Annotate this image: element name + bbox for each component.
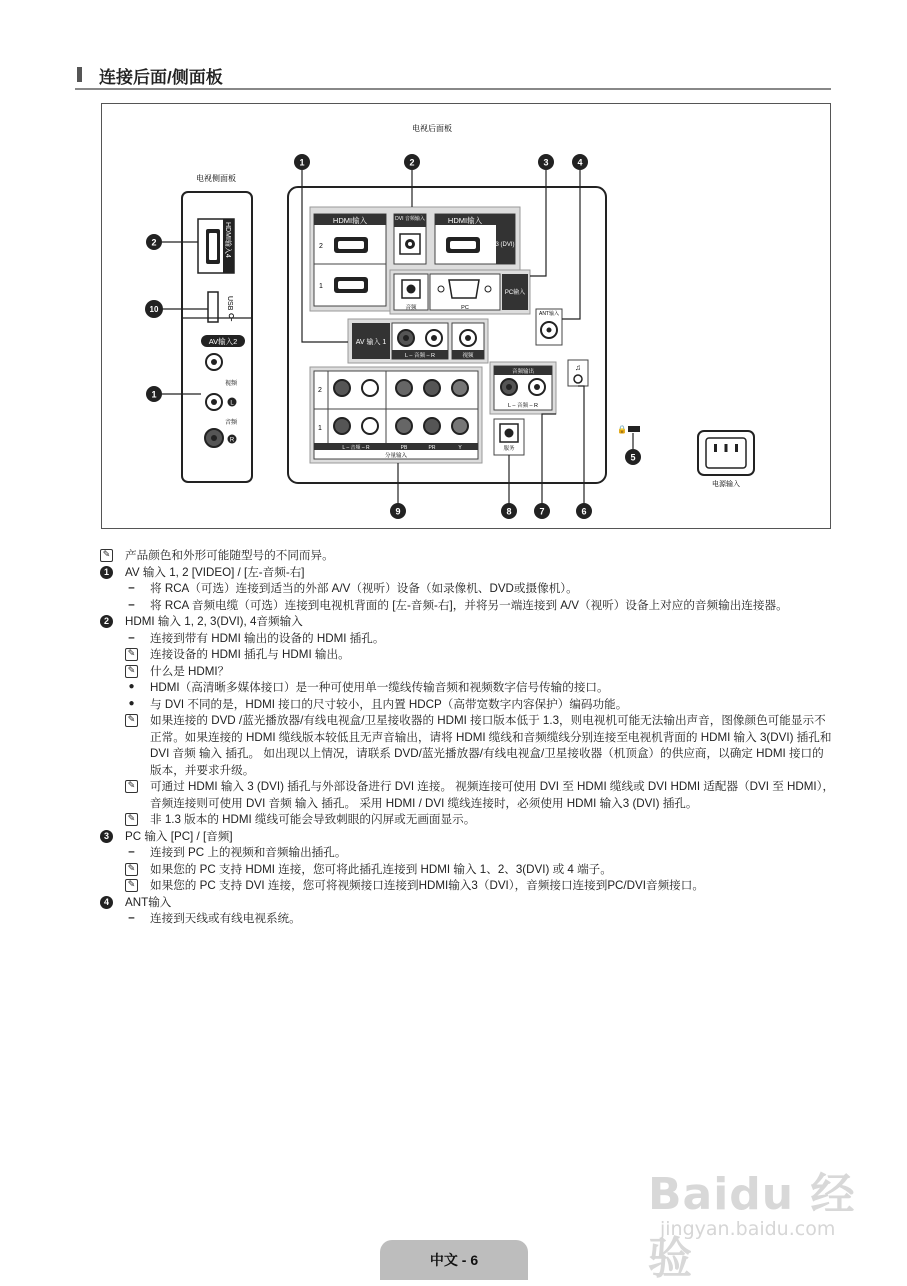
note-text: 如果您的 PC 支持 HDMI 连接，您可将此插孔连接到 HDMI 输入 1、2、3(DVI) 或 4 端子。 (150, 862, 612, 876)
number-icon: 3 (100, 830, 113, 843)
hdmi-in-left-label: HDMI输入 (332, 216, 368, 225)
note-item (100, 581, 835, 598)
note-text: 将 RCA（可选）连接到适当的外部 A/V（视听）设备（如录像机、DVD或摄像机）。 (150, 582, 578, 595)
note-text: PC 输入 [PC] / [音频] (125, 829, 233, 843)
svg-text:2: 2 (151, 237, 157, 248)
svg-text:8: 8 (506, 506, 512, 517)
note-item (100, 647, 835, 664)
note-text: HDMI 输入 1, 2, 3(DVI), 4音频输入 (125, 615, 303, 628)
comp2-pr-jack (424, 380, 440, 396)
callout-6 (576, 503, 592, 519)
callout-4-top (572, 154, 588, 170)
callout-5 (625, 449, 641, 465)
section-header (75, 62, 831, 90)
number-icon: 2 (100, 615, 113, 628)
note-item (100, 812, 835, 829)
note-text: 什么是 HDMI？ (150, 664, 230, 678)
comp2-audio-r-jack (362, 380, 378, 396)
svg-text:2: 2 (319, 243, 323, 250)
kensington-slot (628, 426, 640, 432)
comp2-y-jack (452, 380, 468, 396)
svg-text:2: 2 (409, 157, 415, 168)
callout-2-side (146, 234, 162, 250)
side-video-label: 视频 (225, 381, 238, 387)
note-icon: ✎ (125, 863, 138, 876)
comp1-pr-jack (424, 418, 440, 434)
comp2-audio-l-jack (334, 380, 350, 396)
note-text: 如果您的 PC 支持 DVI 连接，您可将视频接口连接到HDMI输入3（DVI），音频接口连接到PC/DVI音频接口。 (150, 879, 704, 892)
note-text: 产品颜色和外形可能随型号的不同而异。 (125, 549, 334, 562)
note-item (100, 664, 835, 681)
bullet-icon: ● (128, 681, 135, 693)
note-text: ANT输入 (125, 895, 172, 909)
side-usb-label: USB (226, 296, 233, 311)
bullet-icon: ● (128, 697, 135, 709)
comp1-y-jack (452, 418, 468, 434)
callout-9 (390, 503, 406, 519)
note-icon: ✎ (100, 549, 113, 562)
connection-diagram (101, 103, 831, 529)
svg-text:2: 2 (318, 387, 322, 394)
callout-8 (501, 503, 517, 519)
audio-out-lr-label: L – 音频 – R (507, 403, 539, 409)
svg-text:1: 1 (151, 389, 157, 400)
watermark-url: jingyan.baidu.com (660, 1218, 836, 1240)
dash-icon: – (128, 630, 135, 644)
svg-text:9: 9 (395, 506, 401, 517)
svg-text:1: 1 (318, 425, 322, 432)
note-item (100, 598, 835, 615)
number-icon: 4 (100, 896, 113, 909)
page-number-tab (380, 1240, 528, 1280)
svg-text:10: 10 (149, 305, 159, 314)
svg-text:3: 3 (543, 157, 549, 168)
side-av-label: AV输入2 (208, 337, 238, 346)
baidu-watermark (640, 1150, 870, 1284)
lock-icon: 🔒 (617, 425, 627, 434)
note-item (100, 680, 835, 697)
side-hdmi-label: HDMI输入4 (224, 222, 231, 258)
headphone-jack (574, 375, 582, 383)
dash-icon: – (128, 581, 135, 595)
note-item (100, 845, 835, 862)
note-item (100, 548, 835, 565)
note-item (100, 862, 835, 879)
note-item (100, 713, 835, 779)
component-in-label: 分量输入 (384, 453, 408, 459)
note-text: HDMI（高清晰多媒体接口）是一种可使用单一缆线传输音频和视频数字信号传输的接口。 (150, 681, 609, 694)
note-icon: ✎ (125, 879, 138, 892)
note-icon: ✎ (125, 813, 138, 826)
side-panel-title: 电视侧面板 (196, 174, 236, 183)
av-in-1-label: AV 输入 1 (355, 339, 387, 346)
component-audio-label: L – 音频 – R (342, 445, 370, 451)
callout-3-top (538, 154, 554, 170)
note-item (100, 614, 835, 631)
dvi-audio-in-label: DVI 音频输入 (395, 216, 425, 222)
callout-1-side (146, 386, 162, 402)
page-title: 连接后面/侧面板 (99, 68, 223, 87)
page-number: 中文 - 6 (429, 1252, 479, 1268)
usb-trident-icon: ⚲ (228, 312, 235, 322)
header-bar (77, 67, 82, 82)
note-text: AV 输入 1, 2 [VIDEO] / [左-音频-右] (125, 565, 305, 579)
ant-in-label: ANT输入 (538, 311, 560, 317)
av1-audio-label: L – 音频 – R (404, 353, 436, 359)
side-audio-label: 音频 (225, 420, 238, 426)
pr-label: PR (428, 445, 436, 451)
note-item (100, 829, 835, 846)
svg-text:7: 7 (539, 506, 545, 517)
pc-label: PC (461, 305, 469, 311)
service-label: 服务 (503, 446, 515, 452)
note-text: 连接到 PC 上的视频和音频输出插孔。 (150, 846, 347, 859)
note-text: 非 1.3 版本的 HDMI 缆线可能会导致刺眼的闪屏或无画面显示。 (150, 813, 476, 826)
watermark-logo: Baidu 经验 (648, 1169, 856, 1284)
note-icon: ✎ (125, 648, 138, 661)
note-text: 如果连接的 DVD /蓝光播放器/有线电视盒/卫星接收器的 HDMI 接口版本低于 1.3，则电视机可能无法输出声音，图像颜色可能显示不正常。如果连接的 HDMI 缆线版本较低且无声音输出，请将 HDMI 缆线和音频缆线分别连接至电视机背面的 HDMI 输入 3(DVI) 插孔和 DVI 音频 输入 插孔。 如出现以上情况，请联系 DVD/蓝光播放器/有线电视盒/卫星接收器（机顶盒）的供应商，以确定 HDMI 接口的版本，并要求升级。 (150, 714, 832, 777)
callout-2-top (404, 154, 420, 170)
note-icon: ✎ (125, 665, 138, 678)
comp1-audio-r-jack (362, 418, 378, 434)
svg-text:5: 5 (630, 452, 636, 463)
callout-7 (534, 503, 550, 519)
svg-text:R: R (229, 437, 235, 444)
svg-text:1: 1 (299, 157, 305, 168)
pc-audio-label: 音频 (405, 305, 417, 311)
note-item (100, 895, 835, 912)
note-item (100, 911, 835, 928)
dash-icon: – (128, 911, 135, 925)
audio-out-label: 音频输出 (511, 369, 535, 375)
comp1-audio-l-jack (334, 418, 350, 434)
note-item (100, 631, 835, 648)
notes-list (100, 548, 835, 928)
note-item (100, 565, 835, 582)
note-text: 连接到天线或有线电视系统。 (150, 912, 301, 925)
note-item (100, 878, 835, 895)
svg-text:L: L (230, 400, 234, 407)
note-icon: ✎ (125, 714, 138, 727)
panel-diagram-svg (102, 104, 830, 528)
y-label: Y (458, 445, 462, 451)
av1-video-label: 视频 (462, 353, 474, 359)
number-icon: 1 (100, 566, 113, 579)
note-text: 连接设备的 HDMI 插孔与 HDMI 输出。 (150, 648, 350, 661)
note-item (100, 697, 835, 714)
note-icon: ✎ (125, 780, 138, 793)
port-3-dvi-label: 3 (DVI) (495, 242, 515, 248)
callout-1-top (294, 154, 310, 170)
note-item (100, 779, 835, 812)
note-text: 可通过 HDMI 输入 3 (DVI) 插孔与外部设备进行 DVI 连接。 视频连接可使用 DVI 至 HDMI 缆线或 DVI HDMI 适配器（DVI 至 HDMI），音频连接则可使用 DVI 音频 输入 插孔。 采用 HDMI / DVI 缆线连接时，必须使用 HDMI 输入3 (DVI) 插孔。 (150, 780, 835, 810)
hdmi-in-right-label: HDMI输入 (447, 216, 483, 225)
power-in-label: 电源输入 (712, 481, 740, 488)
comp1-pb-jack (396, 418, 412, 434)
dash-icon: – (128, 845, 135, 859)
svg-text:1: 1 (319, 283, 323, 290)
pb-label: PB (400, 445, 408, 451)
callout-10-side (145, 300, 163, 318)
vga-port (449, 280, 479, 298)
rear-panel-title: 电视后面板 (412, 124, 452, 133)
pc-in-label: PC输入 (504, 290, 526, 296)
comp2-pb-jack (396, 380, 412, 396)
note-text: 将 RCA 音频电缆（可选）连接到电视机背面的 [左-音频-右]，并将另一端连接到 A/V（视听）设备上对应的音频输出连接器。 (150, 598, 788, 612)
note-text: 连接到带有 HDMI 输出的设备的 HDMI 插孔。 (150, 631, 385, 645)
svg-text:6: 6 (581, 506, 587, 517)
dash-icon: – (128, 597, 135, 611)
note-text: 与 DVI 不同的是，HDMI 接口的尺寸较小，且内置 HDCP（高带宽数字内容保护）编码功能。 (150, 697, 628, 711)
headphone-icon: ♫ (575, 363, 581, 372)
svg-text:4: 4 (577, 157, 583, 168)
